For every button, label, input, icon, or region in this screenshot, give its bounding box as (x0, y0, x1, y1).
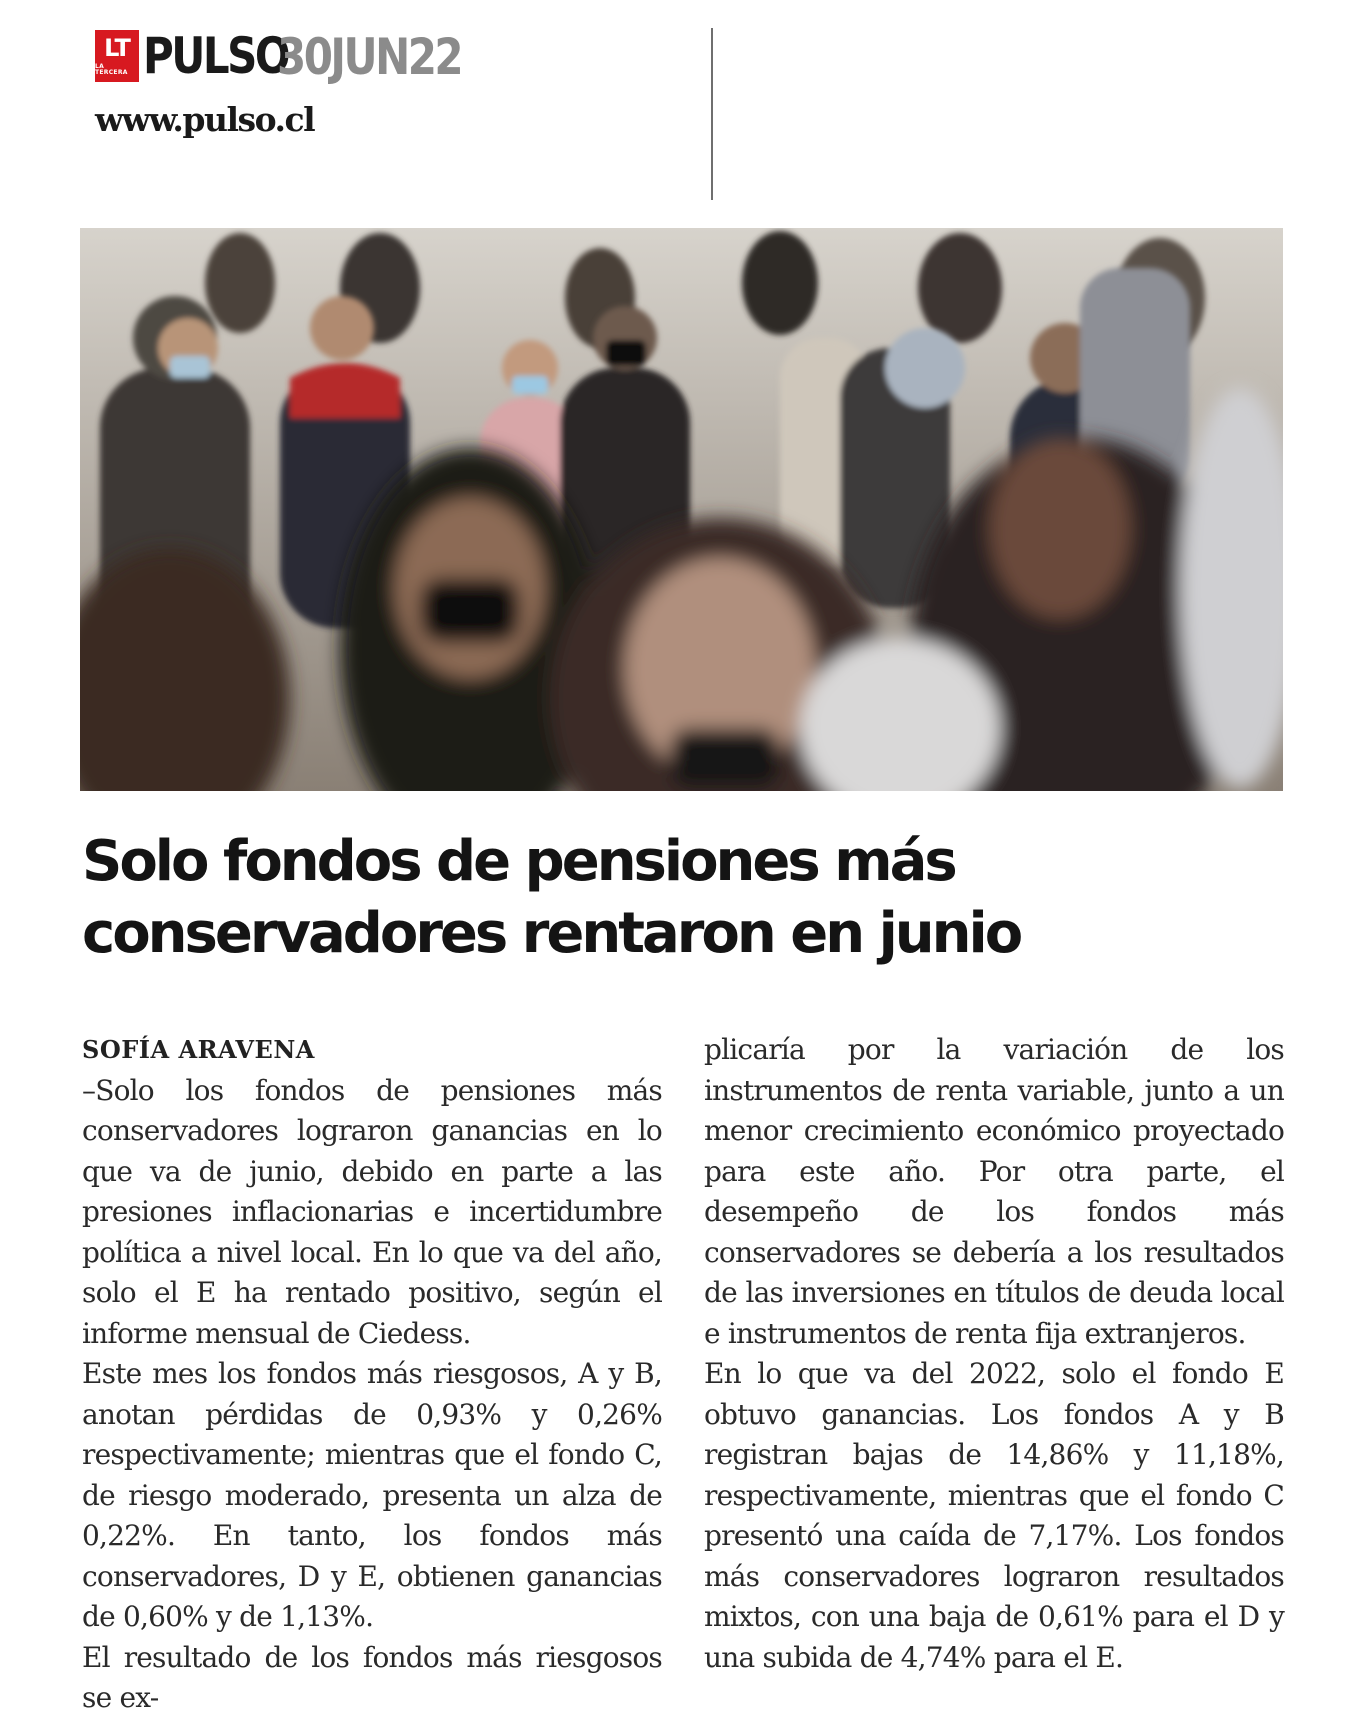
paragraph: plicaría por la variación de los instrumentos de renta variable, junto a un menor crecimiento económico proyectado para este año. Por otra parte, el desempeño de los fondos más conservadores se debería a los resultados de las inversiones en títulos de deuda local e instrumentos de renta fija extranjeros. (704, 1033, 1284, 1350)
paragraph: Este mes los fondos más riesgosos, A y B, anotan pérdidas de 0,93% y 0,26% respectivamente; mientras que el fondo C, de riesgo moderado, presenta un alza de 0,22%. En tanto, los fondos más conservadores, D y E, obtienen ganancias de 0,60% y de 1,13%. (82, 1357, 662, 1633)
crowd-photo (80, 228, 1283, 791)
headline-line-2: conservadores rentaron en junio (82, 901, 1021, 966)
logo-subtitle: LA TERCERA (95, 63, 128, 76)
issue-date: 30JUN22 (277, 28, 462, 86)
paragraph: El resultado de los fondos más riesgosos se ex- (82, 1640, 662, 1714)
column-divider (711, 28, 713, 200)
site-url: www.pulso.cl (95, 100, 315, 139)
masthead (95, 27, 462, 86)
logo-letters: LT (104, 34, 130, 62)
brand-name: PULSO (143, 27, 289, 85)
paragraph: –Solo los fondos de pensiones más conservadores lograron ganancias en lo que va de junio, debido en parte a las presiones inflacionarias e incertidumbre política a nivel local. En lo que va del año, solo el E ha rentado positivo, según el informe mensual de Ciedess. (82, 1073, 662, 1350)
article-headline (82, 826, 1282, 970)
headline-line-1: Solo fondos de pensiones más (82, 829, 955, 894)
paragraph: En lo que va del 2022, solo el fondo E obtuvo ganancias. Los fondos A y B registran bajas de 14,86% y 11,18%, respectivamente, mientras que el fondo C presentó una caída de 7,17%. Los fondos más conservadores lograron resultados mixtos, con una baja de 0,61% para el D y una subida de 4,74% para el E. (704, 1357, 1284, 1674)
byline: SOFÍA ARAVENA (82, 1035, 315, 1064)
la-tercera-logo (95, 30, 139, 82)
crowd-photo-illustration (80, 228, 1283, 791)
article-column-left (82, 1030, 662, 1719)
article-column-right (704, 1030, 1284, 1678)
